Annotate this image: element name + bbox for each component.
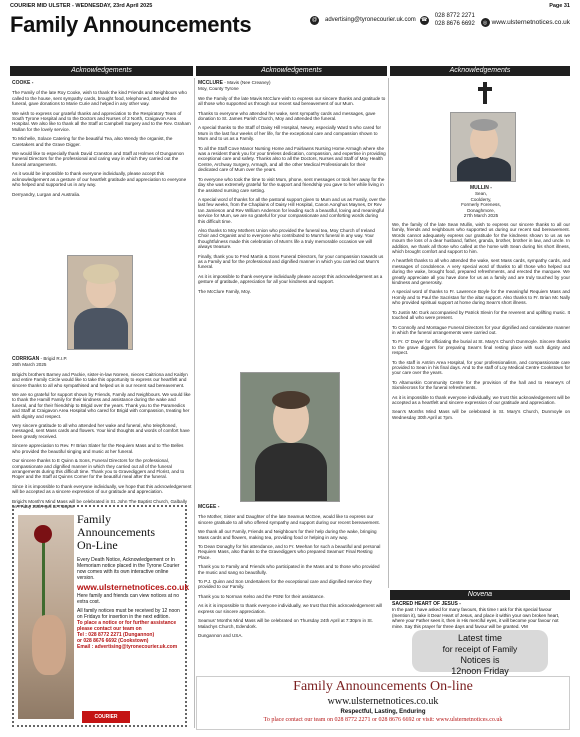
clothing (255, 443, 327, 502)
notice-paragraph: We thank all our Family, Friends and Neighbours for their help during the wake, bringing Mass cards and flowers, making tea, providing food or helping in any way. (198, 529, 377, 540)
page-number: Page 31 (549, 3, 570, 9)
ad-tel-2: or 028 8676 6692 (Cookstown) (77, 638, 149, 644)
notice-paragraph: We would like to especially thank David Cranston and Staff at Holmes of Dungannon Funeral Directors for the professional and caring way in which they carried out the funeral arrangements. (12, 151, 184, 167)
notice-line: Formerly Foreness, (461, 202, 501, 208)
ad-title-3: On-Line (77, 538, 118, 552)
ad-url[interactable]: www.ulsternetnotices.co.uk (77, 582, 190, 592)
ad-body (77, 557, 190, 650)
mullin-heading (392, 186, 570, 218)
phone-1: 028 8772 2271 (434, 13, 475, 19)
notice-paragraph: To Altamuskin Community Centre for the provision of the hall and to Heaney's of Sixmilecross for the funeral refreshments. (392, 379, 570, 391)
bottom-ad-url[interactable]: www.ulsternetnotices.co.uk (327, 696, 439, 707)
website-link[interactable]: www.ulsternetnotices.co.uk (491, 19, 570, 26)
novena-text: In the past I have asked for many favours, this time I ask for this special favour (mention it), take it Dear Heart of Jesus, and place it within your own broken heart, where your Father sees it, then in His merciful eyes, it will become your favour not mine. Say this prayer for three days and favour will be granted. VM (392, 607, 560, 629)
notice-paragraph: The McClure Family, Moy. (198, 288, 251, 294)
portrait-photo-corrigan (67, 255, 133, 350)
deadline-line: Latest time (457, 633, 503, 643)
notice-paragraph: A special word of thanks for all the pastoral support given to Mum and us as Family, over the last few weeks, from the Chaplains of Daisy Hill Hospital, Canon Aonghus Maynes, Dr Rev Ian Jamieson and Rev William Anderson for leading such a beautiful, loving and meaningful service for Mum, we are so grateful for your compassionate and comforting words during this difficult time. (198, 196, 386, 224)
notice-line: Coolderry, (470, 196, 492, 202)
column-header-2: Acknowledgements (196, 66, 387, 76)
hair (470, 119, 498, 131)
deadline-line: 12noon Friday (451, 666, 509, 676)
notice-paragraph: We wish to express our grateful thanks and appreciation to the Respiratory Team of South Tyrone Hospital and to the Doctors and Nurses of 2 North, Craigavon Area Hospital. We also like to thank all the Staff at Campbell Surgery and to the Rev. Graham Mullan for the lovely service. (12, 110, 191, 132)
column-divider (194, 78, 195, 728)
column-header-3: Acknowledgements (390, 66, 570, 76)
notice-paragraph: Thanks to everyone who attended her wake, sent sympathy cards and messages, gave donation to St. James Parish Church, Moy and attended the funeral. (198, 110, 376, 122)
novena-title: SACRED HEART OF JESUS - (392, 601, 461, 607)
notice-paragraph: To all the Staff Cove Manor Nursing Home and Fairlawns Nursing Home Armagh where she was a resident thank you for your tireless dedication, compassion, and expertise in providing exceptional care and safety. Thanks also to all the Doctors, Nurses and Staff of Moy Health Centre, Archway Surgery, Armagh, and all the other Medical Professionals for their dedicated care of Mum over the years. (198, 145, 386, 173)
notice-paragraph: To everyone who took the time to visit Mum, phone, sent messages or took her away for the day she was extremely grateful for the support and friendship you gave to her while living in the assisted nursing care setting. (198, 176, 385, 193)
notice-paragraph: The Family of the late Roy Cooke, wish to thank the kind Friends and Neighbours who called to the house, sent sympathy cards, brought food, telephoned, attended the funeral, gave donations to Marie Curie and helped in any other way. (12, 90, 187, 107)
globe-icon: ◎ (481, 18, 490, 27)
column-divider (388, 78, 389, 588)
notice-paragraph: Thank you to Norman Kelso and the PSNI for their assistance. (198, 593, 325, 599)
novena-header: Novena (390, 590, 570, 600)
notice-paragraph: Dungannon and USA. (198, 632, 243, 638)
notice-paragraph: Also thanks to Moy Mothers Union who provided the funeral tea, Moy Church of Ireland Choir and Organist and to everyone who contributed to Mum's funeral in any way. Your thoughtfulness made this celebration of Mum's life a truly memorable occasion we will always treasure. (198, 227, 375, 250)
clothing (74, 308, 128, 350)
ad-paragraph: To place a notice or for further assistance please contact our team on (77, 620, 177, 632)
bottom-ad-tagline: Respectful, Lasting, Enduring (340, 709, 426, 715)
portrait-photo-mullin (450, 112, 516, 182)
notice-paragraph: To P.J. Quinn and Son Undertakers for the exceptional care and dignified service they provided to our Family. (198, 579, 372, 590)
notice-place: Moy, County Tyrone (198, 86, 239, 92)
notice-paragraph: Derryandry, Lurgan and Australia. (12, 191, 81, 197)
notice-line: Sean, (474, 191, 487, 197)
notice-paragraph: The Mother, Sister and Daughter of the late Seamus McGee, would like to express our sincere gratitude to all who offered sympathy and support during our recent bereavement. (198, 514, 380, 525)
notice-paragraph: Finally, thank you to Fred Martin & Sons Funeral Directors, for your compassion towards us as a Family and for the professional and dignified manner in which you carried out Mum's funeral. (198, 253, 384, 270)
hand (32, 615, 66, 675)
rose-stem (42, 535, 45, 625)
notice-name: MCCLURE (198, 80, 223, 86)
notice-paragraph: Sean's Months Mind Mass will be celebrated in St. Mary's Church, Dunmoyle on Wednesday 30th April at 7pm. (392, 409, 570, 420)
notice-paragraph: Brigid's Month's Mind Mass will be celebrated in St. John The Baptist Church, Galbally on Friday 25th April at 7.30pm. (12, 498, 188, 509)
bottom-online-ad (196, 676, 570, 730)
notice-paragraph: A special thanks to the Staff of Daisy Hill Hospital, Newry, especially Ward 5 who cared for Mum in the last four weeks of her life, for the exceptional care and compassion shown to Mum and to us as a Family. (198, 125, 381, 142)
notice-paragraph: Brigid's brothers Barney and Packie, sister-in-law Noreen, nieces Caitriona and Kaitlyn and entire Family Circle would like to take this opportunity to express our heartfelt and sincere thanks to all who sympathised and helped us in our recent sad bereavement. (12, 371, 188, 388)
notice-paragraph: Thank you to Family and Friends who participated in the Mass and to those who provided the music and sang so beautifully. (198, 564, 380, 575)
novena-notice (392, 602, 568, 629)
column-header-1: Acknowledgements (10, 66, 193, 76)
notice-paragraph: To the staff in Antrim Area Hospital, for your professionalism, and compassionate care provided to Sean in his final days. And to the staff of Loy Medical Centre Cookstown for your care over the years. (392, 359, 570, 376)
bottom-ad-title: Family Announcements On-line (293, 679, 473, 694)
hand-with-rose-photo (18, 515, 74, 719)
hair (272, 391, 310, 409)
notice-paragraph: As it is impossible to thank everyone individually please accept this acknowledgement as a gesture of gratitude, appreciation for all your kindness and support. (198, 273, 383, 285)
deadline-line: for receipt of Family (442, 644, 518, 654)
notice-paragraph: As it is impossible to thank everyone individually, we trust this acknowledgement will be accepted as a heartfelt and sincere expression of our gratitude and appreciation. (392, 394, 570, 405)
notice-paragraph: To Connolly and Montague Funeral Directors for your dignified and considerate manner in which the funeral arrangements were carried out. (392, 324, 570, 335)
notice-paragraph: As is it is impossible to thank everyone individually, we trust that this acknowledgement will express our sincere appreciation. (198, 603, 383, 614)
notice-sub: - Brigid R.I.P. (40, 356, 68, 361)
cooke-notice (12, 80, 192, 201)
mullin-notice (392, 222, 570, 424)
ad-email[interactable]: Email : advertising@tyronecourier.uk.com (77, 644, 178, 650)
ad-title-2: Announcements (77, 525, 155, 539)
notice-date: 26th March 2025 (12, 362, 47, 368)
email-icon: @ (311, 16, 318, 23)
notice-name: MCGEE - (198, 504, 220, 510)
notice-paragraph: To Justin Mc Gurk accompanied by Patrick Slevin for the reverent and uplifting music. It touched all who were present. (392, 309, 570, 321)
notice-paragraph: Our sincere thanks to E Quinn & Sons, Funeral Directors for the professional, compassionate and dignified manner in which they carried out all of the funeral arrangements during this difficult time. Thank you to Gravediggers and Florist, and to Roger and the Staff at Quinns Corner for the beautiful meal after the funeral. (12, 458, 185, 480)
notice-name: CORRIGAN (12, 356, 40, 362)
notice-paragraph: Very sincere gratitude to all who attended her wake and funeral, who telephoned, messaged, sent Mass cards and flowers. Your kind thoughts and words of comfort have been greatly received. (12, 423, 190, 439)
notice-name: MULLIN - (470, 185, 492, 191)
ad-paragraph: Every Death Notice, Acknowledgement or In Memoriam notice placed in the Tyrone Courier now comes with its own interactive online version. (77, 557, 180, 581)
ad-paragraph: All family notices must be received by 12 noon on Fridays for insertion in the next edition. (77, 608, 180, 620)
rose-icon (34, 525, 52, 543)
ad-title-1: Family (77, 512, 112, 526)
phone-2: 028 8676 6692 (434, 21, 475, 27)
notice-paragraph: Seamus' Months Mind Mass will be celebrated on Thursday 24th April at 7:30pm in St. Malachys Church, Edendork. (198, 618, 373, 629)
notice-paragraph: A special word of thanks to Fr. Lawrence Boyle for the meaningful Requiem Mass and Homily and to Paul the Sacristan for the altar support. Also thanks to Fr. Brian Mc Nally who provided spiritual support at home during Sean's short illness. (392, 289, 570, 306)
phone-icon: ☎ (421, 16, 428, 23)
notice-paragraph: As it would be impossible to thank everyone individually, please accept this acknowledgement as a gesture of our heartfelt gratitude and appreciation to everyone who helped and supported us in any way. (12, 171, 187, 188)
bottom-ad-contact: To place contact our team on 028 8772 2271 or 028 8676 6692 or visit: www.ulsternetnotices.co.uk (263, 717, 503, 723)
contact-email[interactable]: advertising@tyronecourier.uk.com (325, 16, 416, 23)
deadline-line: Notices is (460, 655, 500, 665)
contact-block (310, 12, 475, 28)
phone-numbers (435, 12, 475, 28)
notice-line: Donaghmore, (467, 207, 495, 213)
page-header (10, 10, 570, 40)
ad-tel-1: Tel : 028 8772 2271 (Dungannon) (77, 632, 155, 638)
notice-paragraph: We, the family of the late Sean Mullin, wish to express our sincere thanks to all our family, friends and neighbours who supported us during our recent sad bereavement. Words cannot adequately express our gratitude for the kindness shown to us as we mourn the loss of a dear husband, father, granda, brother, brother in law, and uncle. In addition, we thank all those who called at the home with Sean during his short illness, which brought comfort and support to him. (392, 222, 570, 255)
notice-paragraph: To Dean Donaghy for his attendance, and to Fr. Meehan for such a beautiful and personal Requiem Mass, also thanks to the Gravediggers who prepared Seamus' Final Resting Place. (198, 544, 381, 560)
courier-logo: COURIER (82, 711, 130, 723)
mcclure-notice (198, 80, 386, 298)
clothing (457, 157, 511, 182)
notice-name: COOKE - (12, 80, 34, 86)
page-title: Family Announcements (10, 12, 252, 37)
notice-paragraph: To Fr. O' Dwyer for officiating the burial at St. Mary's Church Dunmoyle. Sincere thanks to the grave diggers for preparing Sean's final resting place with such dignity and respect. (392, 339, 570, 356)
notice-paragraph: To Michelle, Solace Catering for the beautiful Tea, also Wendy the organist, the Caretakers and the Grave Digger. (12, 136, 173, 147)
online-announcements-ad (12, 505, 190, 727)
mcgee-notice (198, 504, 386, 642)
notice-line: 27th March 2025 (463, 213, 499, 219)
corrigan-notice (12, 356, 192, 513)
cross-icon (478, 82, 492, 104)
notice-paragraph: A heartfelt thanks to all who attended the wake, sent Mass cards, sympathy cards, and messages of condolence. A very special word of thanks to all those who helped out during the wake, brought food, prepared refreshments, and erected the marquee. We greatly appreciate all you have done for us as a family and are truly touched by your kindness and generosity. (392, 258, 570, 286)
hair (83, 264, 119, 284)
deadline-box (412, 630, 548, 676)
ad-paragraph: Here family and friends can view notices at no extra cost. (77, 593, 179, 605)
paper-date: COURIER MID ULSTER - WEDNESDAY, 23rd April 2025 (10, 3, 153, 9)
notice-paragraph: We the Family of the late Mavis McClure wish to express our sincere thanks and gratitude to all those who supported us through our recent sad bereavement of our Mum. (198, 95, 386, 107)
website-block (481, 18, 570, 27)
notice-sub: - Mavis (Nee Creaney) (224, 80, 271, 85)
notice-paragraph: Since it is impossible to thank everyone individually, we hope that this acknowledgement will be accepted as a sincere expression of our gratitude and appreciation. (12, 483, 192, 495)
ad-heading (77, 513, 182, 552)
notice-paragraph: We are so grateful for support shown by Friends, Family and Neighbours. We would like to thank the Hamill Family for their kindness and assistance during the wake and funeral, and for their friendship to Brigid over the years. Thank you to the Paramedics and Staff at Craigavon Area Hospital who cared for Brigid with compassion, treating her with dignity and respect. (12, 392, 191, 419)
portrait-photo-mcgee (240, 372, 340, 502)
notice-paragraph: Sincere appreciation to Rev. Fr Brian Slater for the Requiem Mass and to The Belles who provided the beautiful singing and music at her funeral. (12, 443, 184, 454)
